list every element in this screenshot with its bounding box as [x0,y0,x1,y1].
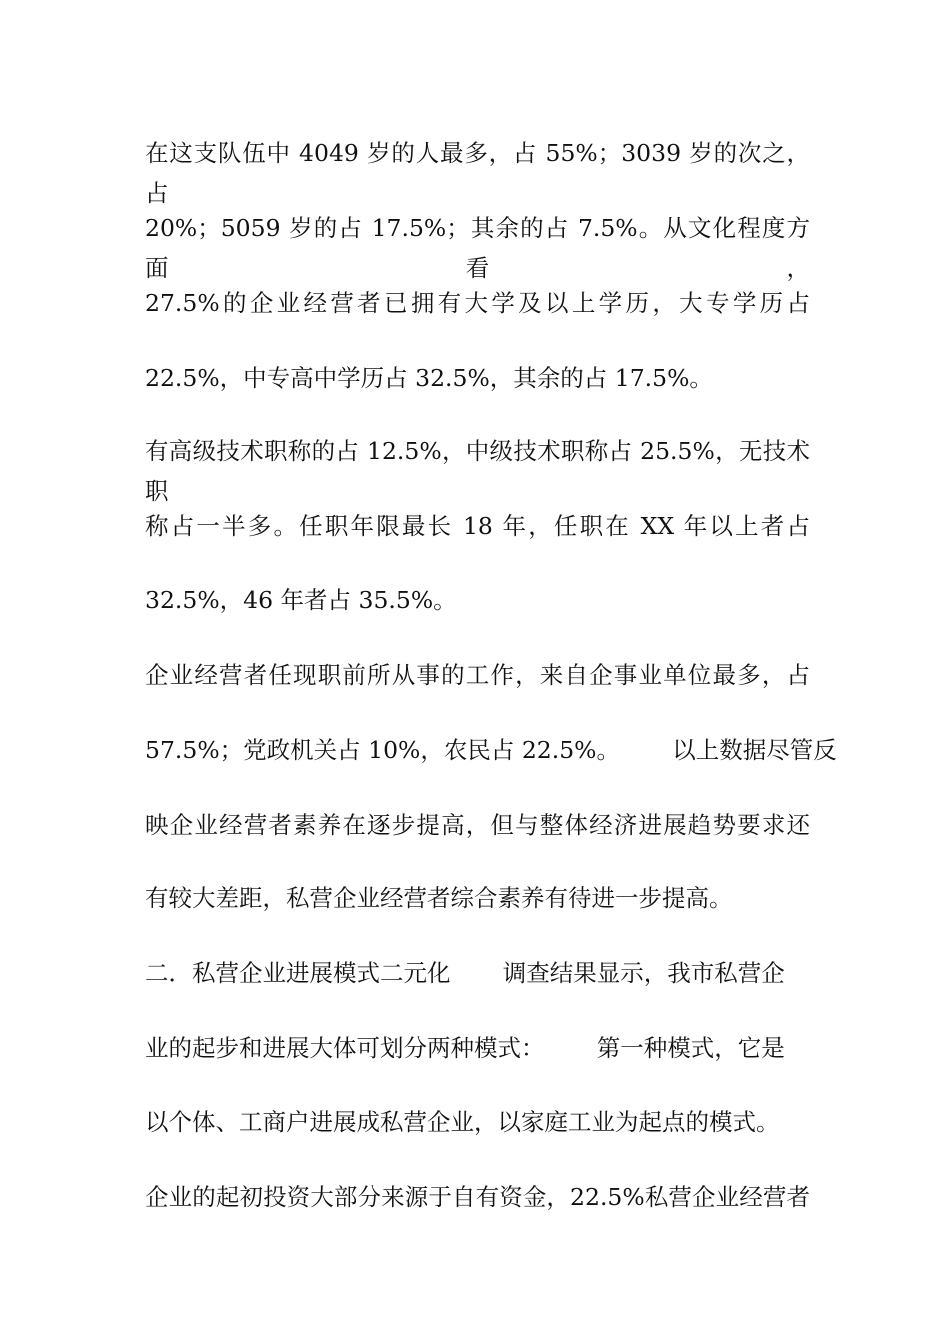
text-line-8: 企业经营者任现职前所从事的工作，来自企事业单位最多，占 [145,661,810,689]
text-line-11: 有较大差距，私营企业经营者综合素养有待进一步提高。 [145,884,733,912]
text-line-1: 在这支队伍中 4049 岁的人最多，占 55%；3039 岁的次之，占 [145,139,810,207]
text-line-15: 企业的起初投资大部分来源于自有资金，22.5%私营企业经营者 [145,1183,810,1211]
text-line-7: 32.5%，46 年者占 35.5%。 [145,586,457,614]
text-line-4: 22.5%，中专高中学历占 32.5%，其余的占 17.5%。 [145,364,713,392]
text-line-10: 映企业经营者素养在逐步提高，但与整体经济进展趋势要求还 [145,811,810,839]
text-line-2: 20%；5059 岁的占 17.5%；其余的占 7.5%。从文化程度方面看， [145,214,810,282]
text-line-14: 以个体、工商户进展成私营企业，以家庭工业为起点的模式。 [145,1108,780,1136]
text-line-9: 57.5%；党政机关占 10%，农民占 22.5%。 以上数据尽管反 [145,736,837,764]
text-line-12: 二．私营企业进展模式二元化 调查结果显示，我市私营企 [145,959,785,987]
text-line-6: 称占一半多。任职年限最长 18 年，任职在 XX 年以上者占 [145,512,810,540]
text-line-13: 业的起步和进展大体可划分两种模式： 第一种模式，它是 [145,1034,785,1062]
text-line-5: 有高级技术职称的占 12.5%，中级技术职称占 25.5%，无技术职 [145,437,810,505]
text-line-3: 27.5%的企业经营者已拥有大学及以上学历，大专学历占 [145,289,810,317]
